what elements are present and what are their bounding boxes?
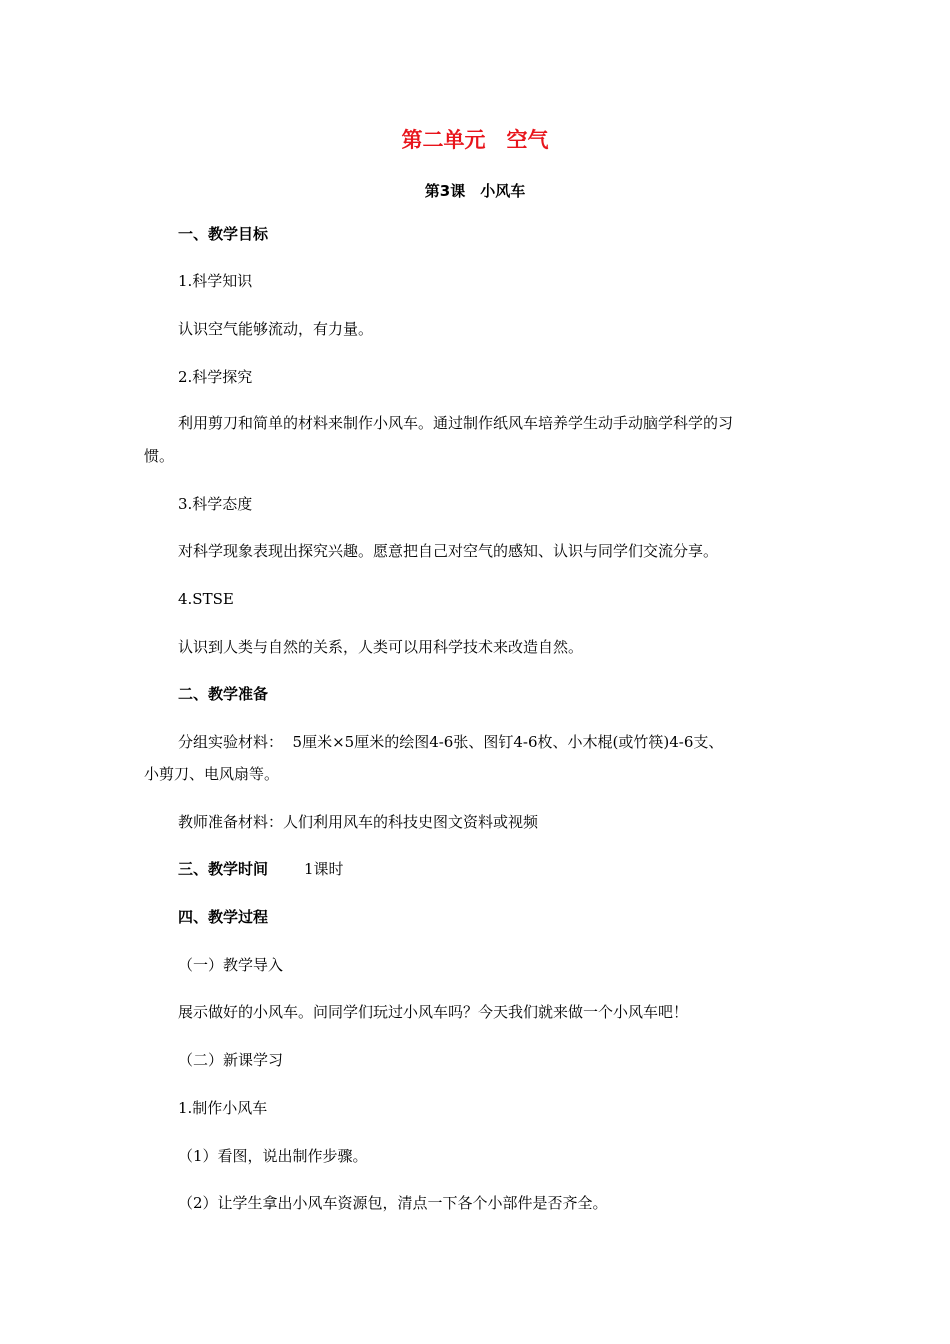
- attitude-heading: 3.科学态度: [178, 495, 253, 513]
- attitude-text: 对科学现象表现出探究兴趣。愿意把自己对空气的感知、认识与同学们交流分享。: [178, 542, 719, 560]
- step-2: （2）让学生拿出小风车资源包，清点一下各个小部件是否齐全。: [178, 1194, 608, 1212]
- time-row: [178, 859, 344, 879]
- group-materials-line1: 分组实验材料： 5厘米×5厘米的绘图4-6张、图钉4-6枚、小木棍(或竹筷)4-6支、: [178, 733, 724, 751]
- intro-text: 展示做好的小风车。问同学们玩过小风车吗？今天我们就来做一个小风车吧！: [178, 1003, 689, 1021]
- lesson-title: 第3课 小风车: [424, 182, 526, 200]
- teacher-materials: 教师准备材料：人们利用风车的科技史图文资料或视频: [178, 813, 539, 831]
- unit-title: 第二单元 空气: [401, 128, 549, 152]
- group-materials-line2: 小剪刀、电风扇等。: [144, 765, 280, 783]
- preparation-heading: 二、教学准备: [178, 685, 269, 703]
- stse-text: 认识到人类与自然的关系，人类可以用科学技术来改造自然。: [178, 638, 584, 656]
- stse-heading: 4.STSE: [178, 590, 234, 608]
- objectives-heading: 一、教学目标: [178, 225, 269, 243]
- time-heading: 三、教学时间: [178, 860, 269, 878]
- knowledge-text: 认识空气能够流动，有力量。: [178, 320, 374, 338]
- make-heading: 1.制作小风车: [178, 1099, 268, 1117]
- intro-heading: （一）教学导入: [178, 956, 284, 974]
- time-value: 1课时: [304, 860, 344, 878]
- inquiry-text-line2: 惯。: [144, 447, 175, 465]
- inquiry-heading: 2.科学探究: [178, 368, 253, 386]
- new-lesson-heading: （二）新课学习: [178, 1051, 284, 1069]
- step-1: （1）看图，说出制作步骤。: [178, 1147, 368, 1165]
- inquiry-text-line1: 利用剪刀和简单的材料来制作小风车。通过制作纸风车培养学生动手动脑学科学的习: [178, 414, 734, 432]
- process-heading: 四、教学过程: [178, 908, 269, 926]
- knowledge-heading: 1.科学知识: [178, 272, 253, 290]
